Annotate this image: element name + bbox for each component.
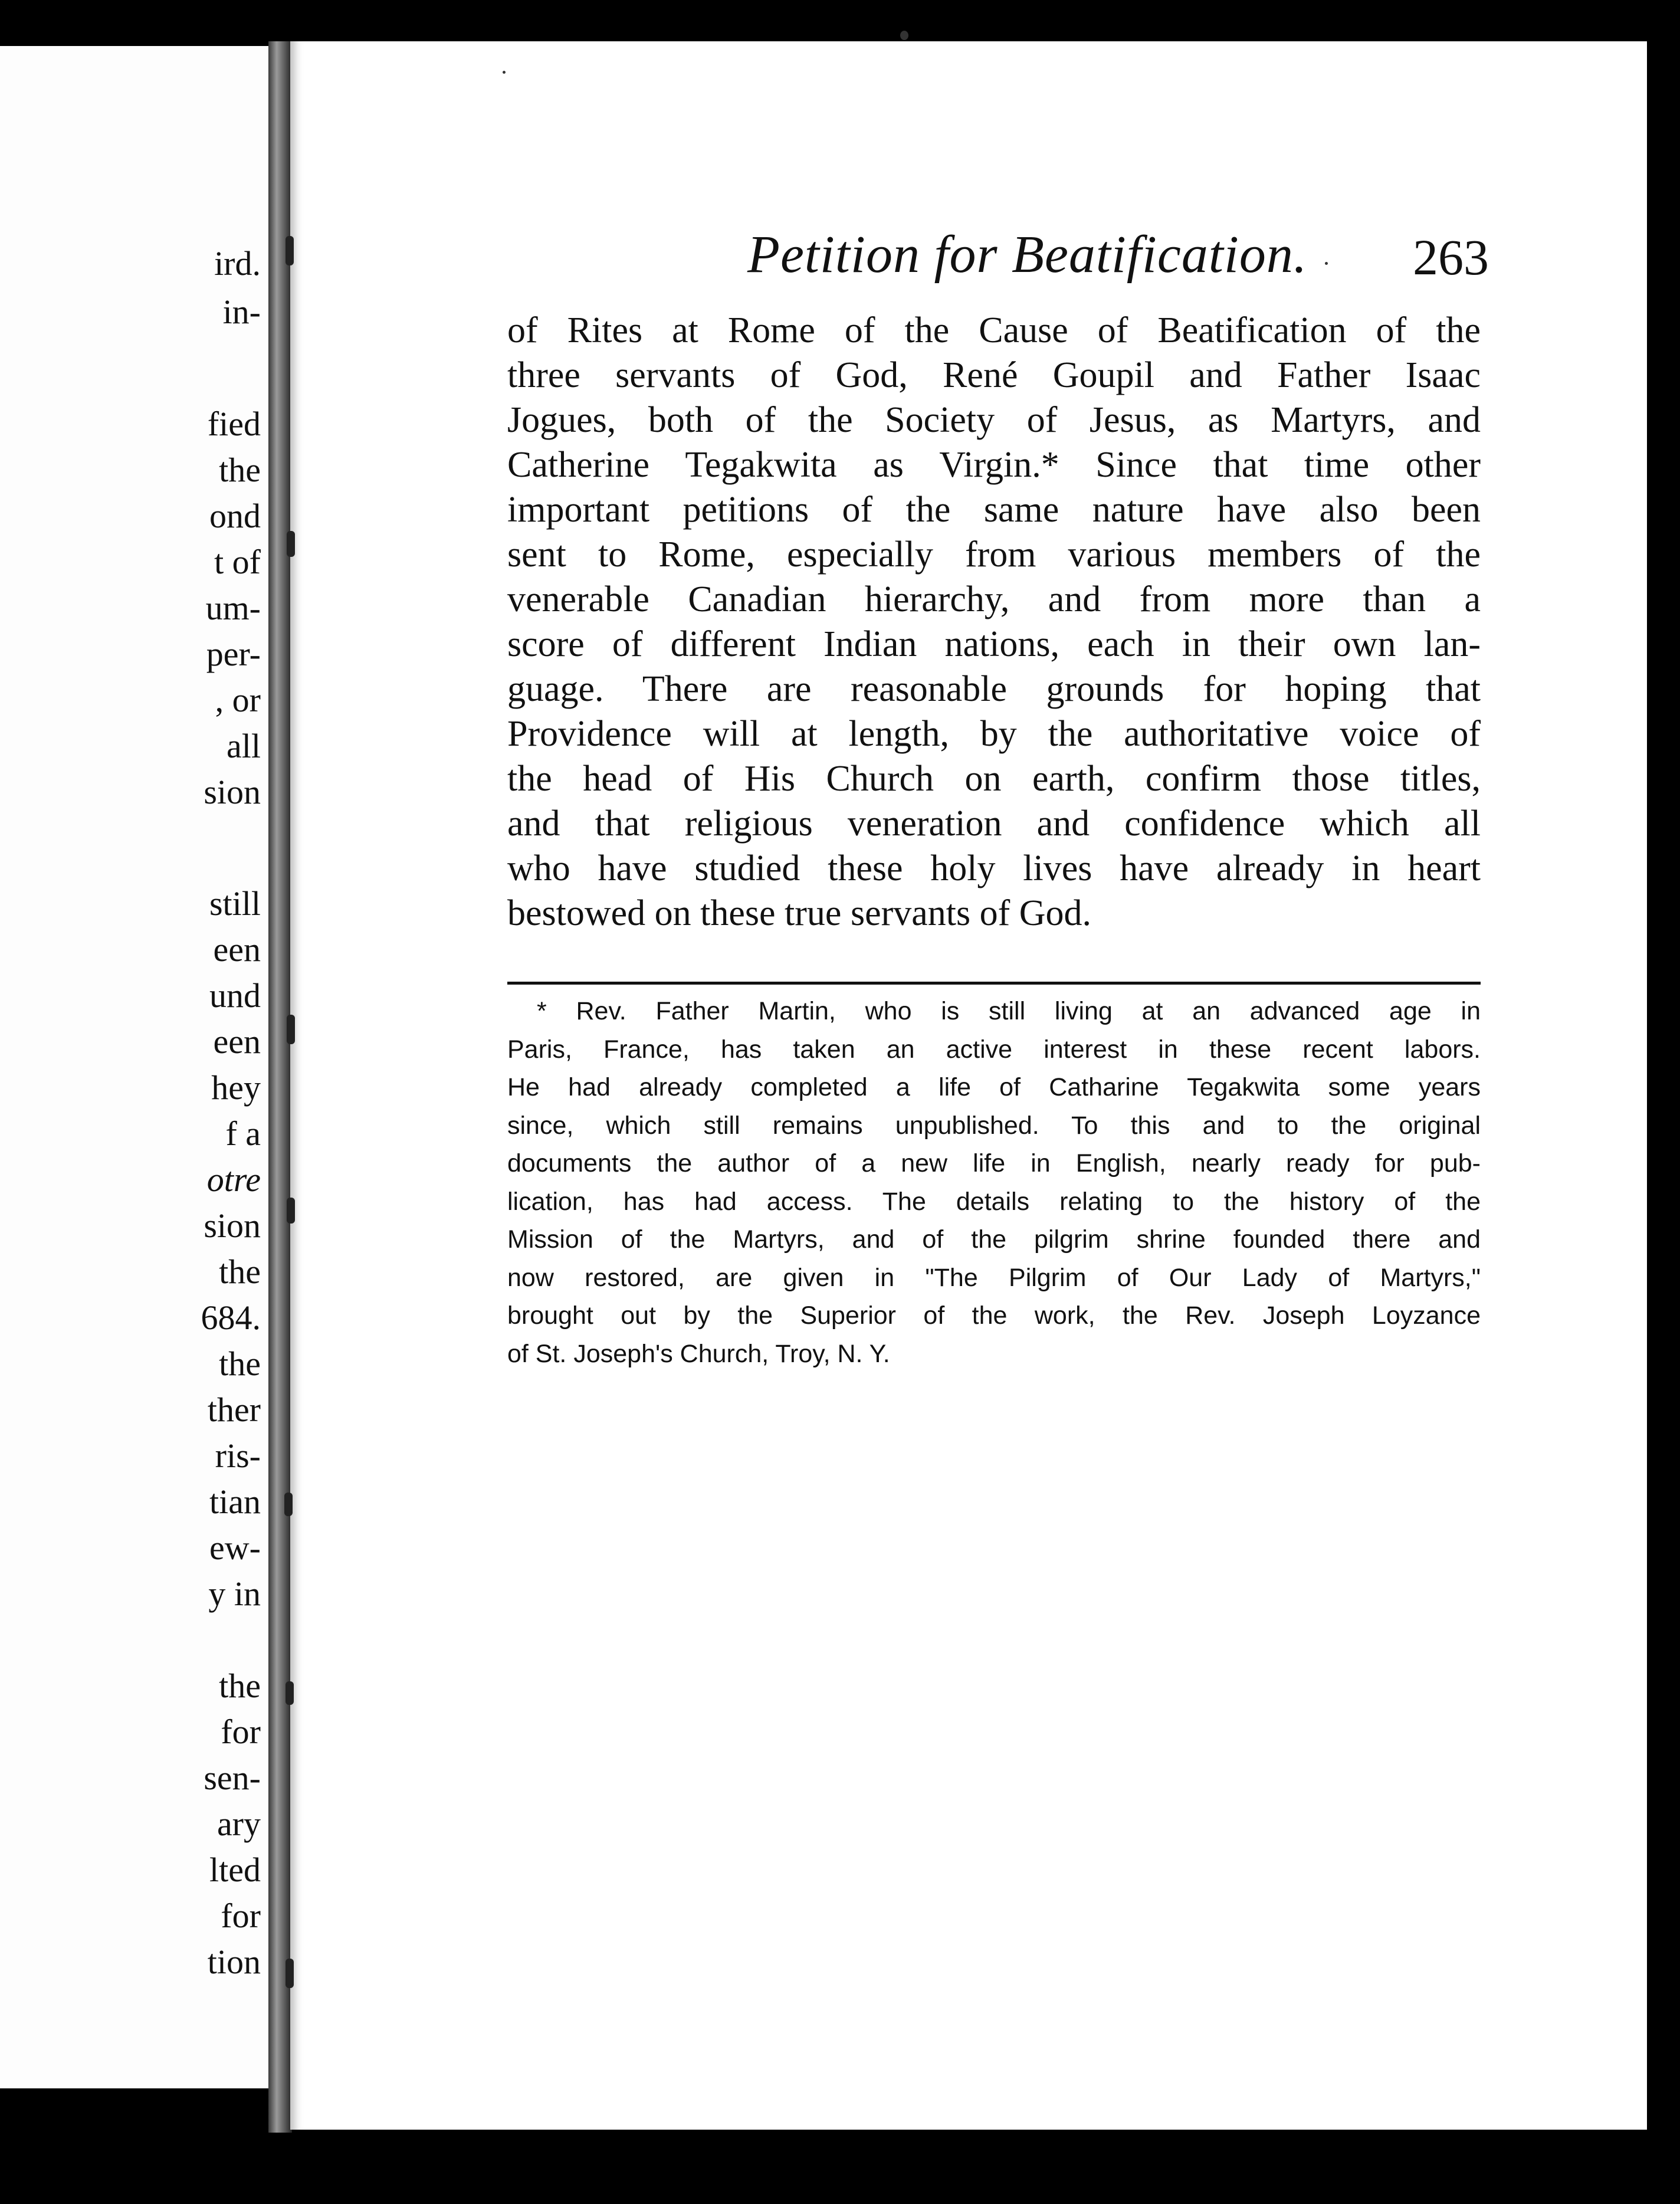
left-page-line-fragment: lted bbox=[209, 1851, 261, 1889]
body-line: three servants of God, René Goupil and Father Isaac bbox=[507, 355, 1481, 395]
left-page-line-fragment: ond bbox=[209, 497, 261, 535]
left-page-line-fragment: otre bbox=[206, 1160, 261, 1199]
left-page-line-fragment: for bbox=[221, 1713, 261, 1751]
scan-speck bbox=[900, 31, 908, 40]
body-line: the head of His Church on earth, confirm those titles, bbox=[507, 759, 1481, 799]
binding-nick bbox=[286, 236, 294, 265]
left-page-line-fragment: sion bbox=[204, 773, 261, 811]
scan-speck bbox=[1325, 262, 1328, 265]
left-page-line-fragment: ris- bbox=[215, 1436, 261, 1475]
binding-nick bbox=[287, 531, 295, 557]
footnote-line: brought out by the Superior of the work, the Rev. Joseph Loyzance bbox=[507, 1301, 1481, 1330]
left-page-line-fragment: 684. bbox=[201, 1298, 261, 1337]
left-page-line-fragment: tian bbox=[209, 1483, 261, 1521]
scan-speck bbox=[503, 71, 506, 74]
footnote bbox=[507, 992, 1481, 1373]
footnote-divider bbox=[507, 982, 1481, 985]
footnote-line: documents the author of a new life in English, nearly ready for pub- bbox=[507, 1149, 1481, 1178]
footnote-line: now restored, are given in "The Pilgrim of Our Lady of Martyrs," bbox=[507, 1263, 1481, 1292]
body-line: score of different Indian nations, each in their own lan- bbox=[507, 624, 1481, 664]
left-page-line-fragment: sion bbox=[204, 1206, 261, 1245]
left-page-line-fragment: t of bbox=[214, 543, 261, 581]
left-page-line-fragment: the bbox=[219, 1252, 261, 1291]
book-gutter bbox=[268, 41, 292, 2133]
left-page-line-fragment: ary bbox=[216, 1805, 261, 1843]
left-page-line-fragment: f a bbox=[225, 1114, 261, 1153]
body-line: important petitions of the same nature have also been bbox=[507, 490, 1481, 530]
left-page-line-fragment: ew- bbox=[209, 1529, 261, 1567]
left-page-line-fragment: um- bbox=[205, 589, 261, 627]
binding-nick bbox=[287, 1015, 295, 1044]
left-page-line-fragment: in- bbox=[222, 293, 261, 331]
left-page-line-fragment: een bbox=[213, 1022, 261, 1061]
running-head: Petition for Beatification. bbox=[747, 225, 1308, 284]
body-line: and that religious veneration and confidence which all bbox=[507, 803, 1481, 844]
left-page-line-fragment: the bbox=[219, 1344, 261, 1383]
left-page-line-fragment: ird. bbox=[214, 244, 261, 283]
left-page-line-fragment: y in bbox=[208, 1575, 261, 1613]
binding-nick bbox=[284, 1493, 293, 1516]
footnote-line: lication, has had access. The details relating to the history of the bbox=[507, 1187, 1481, 1216]
left-page-line-fragment: een bbox=[213, 930, 261, 969]
left-page-line-fragment: still bbox=[209, 884, 261, 923]
body-line: who have studied these holy lives have already in heart bbox=[507, 848, 1481, 888]
left-page-line-fragment: the bbox=[219, 1667, 261, 1705]
footnote-line: He had already completed a life of Catharine Tegakwita some years bbox=[507, 1073, 1481, 1101]
body-line: sent to Rome, especially from various members of the bbox=[507, 534, 1481, 575]
footnote-line: since, which still remains unpublished. To this and to the original bbox=[507, 1111, 1481, 1140]
footnote-line: Paris, France, has taken an active interest in these recent labors. bbox=[507, 1035, 1481, 1064]
footnote-line: of St. Joseph's Church, Troy, N. Y. bbox=[507, 1339, 890, 1368]
left-page-line-fragment: und bbox=[209, 976, 261, 1015]
right-page bbox=[290, 41, 1647, 2130]
left-page-line-fragment: tion bbox=[207, 1943, 261, 1981]
body-line: Providence will at length, by the authoritative voice of bbox=[507, 714, 1481, 754]
body-line: bestowed on these true servants of God. bbox=[507, 893, 1092, 933]
left-page-line-fragment: the bbox=[219, 451, 261, 489]
left-facing-page bbox=[0, 46, 276, 2088]
left-page-line-fragment: all bbox=[227, 727, 261, 765]
left-page-line-fragment: fied bbox=[207, 405, 261, 443]
binding-nick bbox=[286, 1959, 294, 1988]
left-page-line-fragment: sen- bbox=[204, 1759, 261, 1797]
left-page-line-fragment: hey bbox=[211, 1068, 261, 1107]
body-line: venerable Canadian hierarchy, and from more than a bbox=[507, 579, 1481, 619]
binding-nick bbox=[287, 1198, 295, 1224]
footnote-line: * Rev. Father Martin, who is still living at an advanced age in bbox=[537, 997, 1481, 1025]
footnote-line: Mission of the Martyrs, and of the pilgrim shrine founded there and bbox=[507, 1225, 1481, 1254]
body-text bbox=[507, 308, 1481, 936]
page-number: 263 bbox=[1413, 229, 1489, 286]
binding-nick bbox=[286, 1681, 294, 1705]
body-line: of Rites at Rome of the Cause of Beatification of the bbox=[507, 310, 1481, 350]
left-page-line-fragment: ther bbox=[207, 1390, 261, 1429]
left-page-line-fragment: , or bbox=[215, 681, 261, 719]
body-line: Jogues, both of the Society of Jesus, as Martyrs, and bbox=[507, 400, 1481, 440]
body-line: guage. There are reasonable grounds for hoping that bbox=[507, 669, 1481, 709]
body-line: Catherine Tegakwita as Virgin.* Since that time other bbox=[507, 445, 1481, 485]
left-page-line-fragment: for bbox=[221, 1897, 261, 1935]
left-page-line-fragment: per- bbox=[206, 635, 261, 673]
